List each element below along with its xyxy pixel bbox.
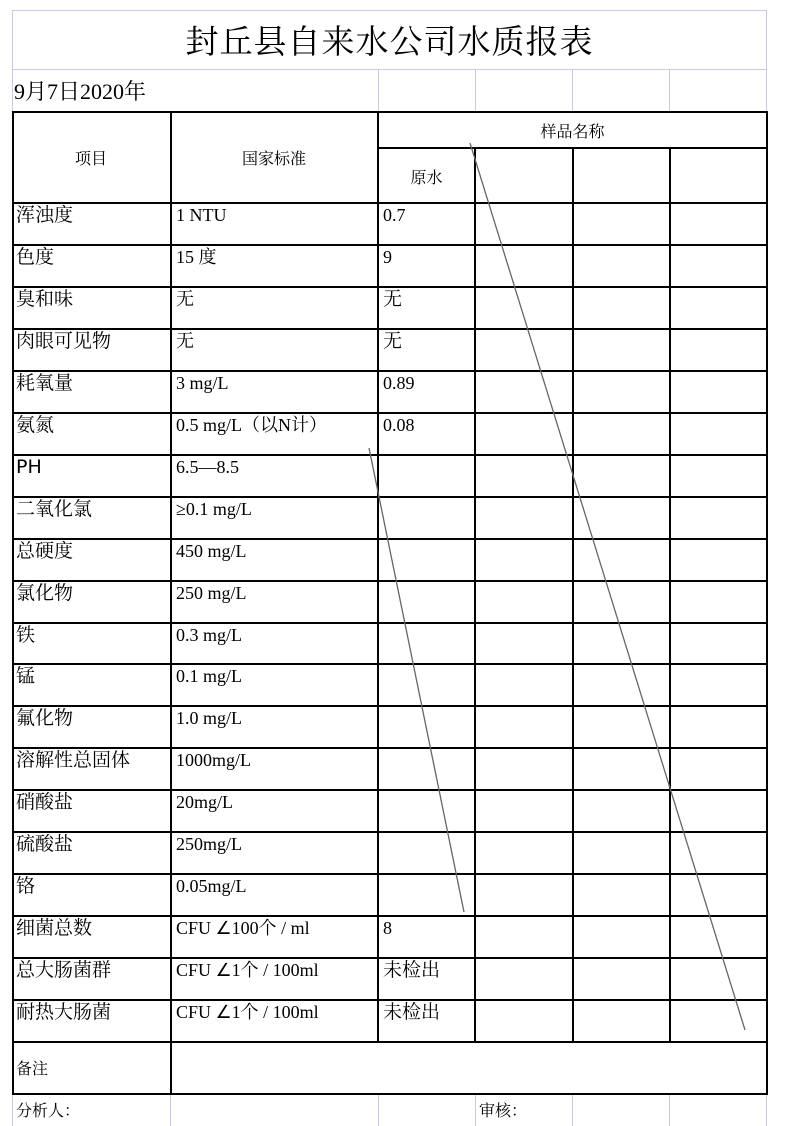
row-standard-value: 0.3 mg/L [176, 625, 242, 645]
header-standard: 国家标准 [241, 148, 306, 168]
row-item-name: 臭和味 [16, 288, 74, 310]
row-item-name: 溶解性总固体 [16, 749, 131, 771]
row-standard-value: 6.5—8.5 [176, 457, 239, 477]
row-standard-value: 1000mg/L [176, 750, 251, 770]
row-standard-value: 450 mg/L [176, 541, 247, 561]
row-standard-value: 15 度 [176, 247, 217, 267]
row-raw-water-value: 8 [383, 918, 392, 938]
row-item-name: 耗氧量 [16, 372, 74, 394]
row-standard-value: 250mg/L [176, 834, 242, 854]
row-item-name: 硫酸盐 [16, 833, 74, 855]
report-title: 封丘县自来水公司水质报表 [185, 21, 594, 61]
row-standard-value: 3 mg/L [176, 373, 229, 393]
header-item: 项目 [74, 148, 107, 168]
row-item-name: 色度 [16, 246, 55, 268]
row-item-name: 锰 [16, 665, 36, 687]
row-raw-water-value: 无 [383, 288, 403, 310]
header-sample-name: 样品名称 [540, 121, 605, 141]
row-raw-water-value: 0.7 [383, 205, 406, 225]
row-standard-value: 1.0 mg/L [176, 708, 242, 728]
row-standard-value: 250 mg/L [176, 583, 247, 603]
row-standard-value: 无 [176, 289, 194, 309]
row-item-name: 二氧化氯 [16, 498, 93, 520]
row-raw-water-value: 未检出 [383, 959, 441, 981]
row-raw-water-value: 0.89 [383, 373, 415, 393]
row-standard-value: CFU ∠1个 / 100ml [176, 960, 319, 980]
reviewer-label: 审核： [479, 1101, 528, 1120]
row-raw-water-value: 未检出 [383, 1001, 441, 1023]
strike-line-short [369, 448, 464, 912]
row-item-name: 铬 [16, 875, 36, 897]
row-raw-water-value: 0.08 [383, 415, 415, 435]
row-item-name: 耐热大肠菌 [16, 1001, 112, 1023]
report-date: 9月7日2020年 [14, 79, 147, 104]
row-standard-value: 1 NTU [176, 205, 227, 225]
row-standard-value: ≥0.1 mg/L [176, 499, 252, 519]
header-raw-water: 原水 [410, 167, 443, 187]
row-standard-value: 0.1 mg/L [176, 666, 242, 686]
row-standard-value: 0.05mg/L [176, 876, 247, 896]
row-item-name: 肉眼可见物 [16, 330, 112, 352]
row-standard-value: 0.5 mg/L（以N计） [176, 415, 327, 435]
row-raw-water-value: 9 [383, 247, 392, 267]
row-standard-value: 无 [176, 331, 194, 351]
analyst-label: 分析人： [16, 1101, 81, 1120]
row-item-name: 总大肠菌群 [16, 959, 112, 981]
row-item-name: 硝酸盐 [16, 791, 74, 813]
row-item-name: 氯化物 [16, 582, 74, 604]
row-item-name: 细菌总数 [16, 917, 93, 939]
row-item-name: PH [16, 456, 42, 478]
remarks-label: 备注 [16, 1059, 49, 1078]
row-item-name: 浑浊度 [16, 204, 74, 226]
row-standard-value: 20mg/L [176, 792, 233, 812]
row-standard-value: CFU ∠100个 / ml [176, 918, 310, 938]
row-raw-water-value: 无 [383, 330, 403, 352]
row-item-name: 氟化物 [16, 707, 74, 729]
row-standard-value: CFU ∠1个 / 100ml [176, 1002, 319, 1022]
strike-line-long [470, 143, 745, 1030]
row-item-name: 总硬度 [16, 540, 74, 562]
row-item-name: 铁 [16, 624, 36, 646]
row-item-name: 氨氮 [16, 414, 55, 436]
